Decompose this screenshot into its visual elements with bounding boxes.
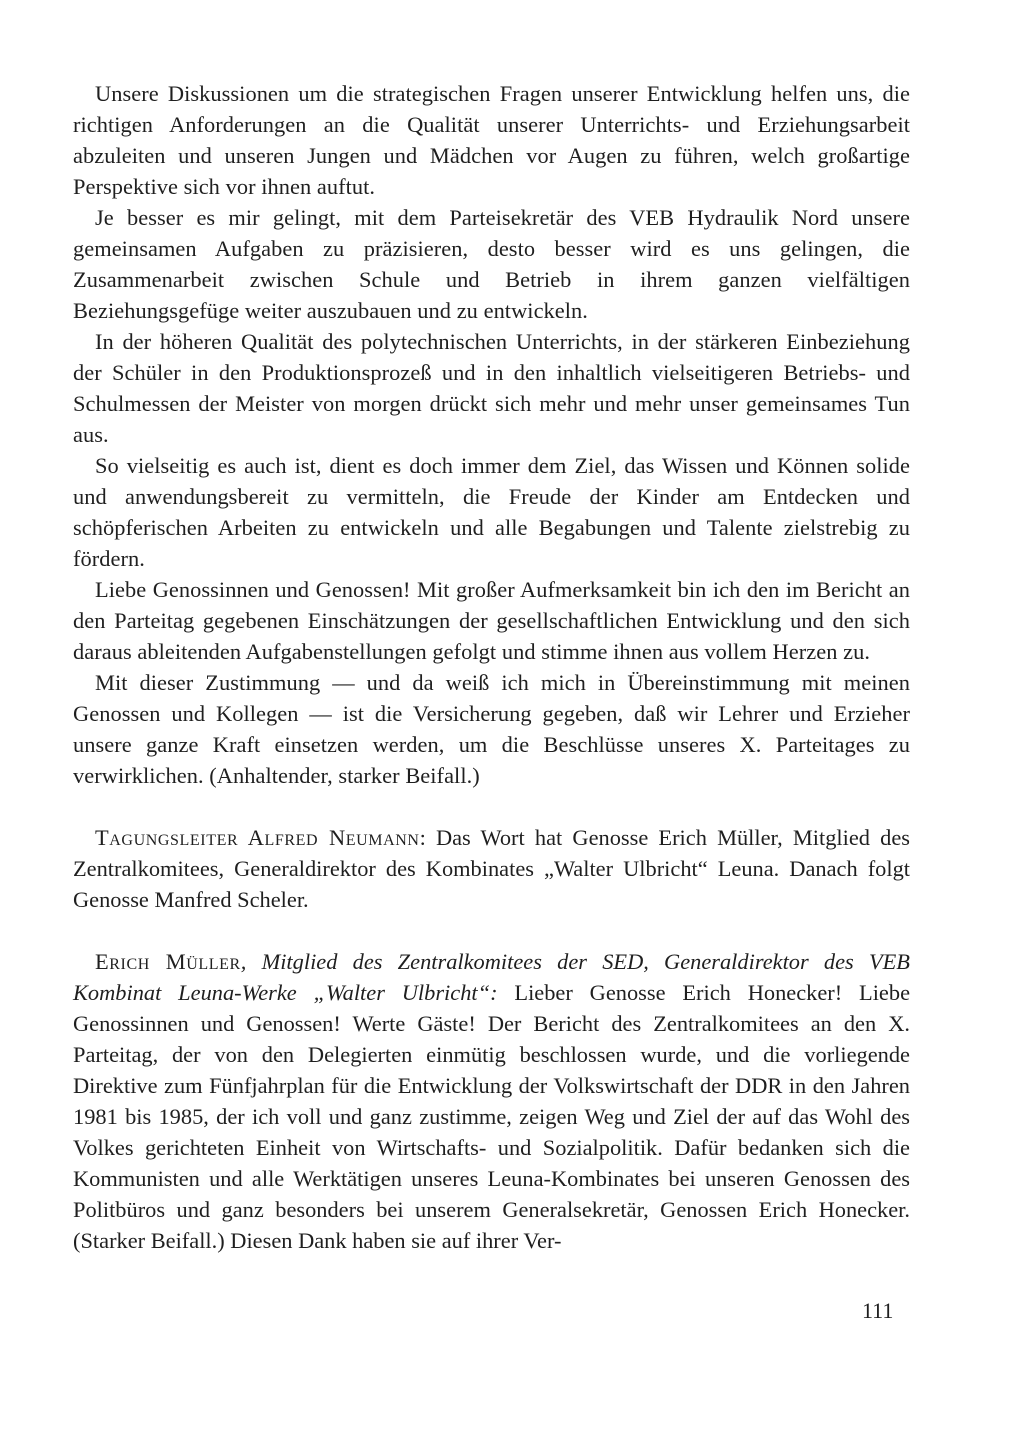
speech-speaker-name: Erich Müller xyxy=(95,949,241,974)
page-number: 111 xyxy=(862,1298,894,1323)
section-gap xyxy=(73,791,910,822)
speech-speaker-role: , Mitglied des Zentralkomitees der SED, Generaldirektor des VEB Kombinat Leuna-Werke „Walter Ulbricht“: xyxy=(73,949,910,1005)
chair-statement xyxy=(73,822,910,915)
chair-statement-text: : Das Wort hat Genosse Erich Müller, Mitglied des Zentralkomitees, Generaldirektor des Kombinates „Walter Ulbricht“ Leuna. Danach folgt Genosse Manfred Scheler. xyxy=(73,825,910,912)
paragraph-2: Je besser es mir gelingt, mit dem Parteisekretär des VEB Hydraulik Nord unsere gemeinsamen Aufgaben zu präzisieren, desto besser wird es uns gelingen, die Zusammenarbeit zwischen Schule und Betrieb in ihrem ganzen vielfältigen Beziehungsgefüge weiter auszubauen und zu entwickeln. xyxy=(73,205,910,323)
page-body xyxy=(73,78,910,1256)
paragraph-5: Liebe Genossinnen und Genossen! Mit großer Aufmerksamkeit bin ich den im Bericht an den Parteitag gegebenen Einschätzungen der gesellschaftlichen Entwicklung und den sich daraus ableitenden Aufgabenstellungen gefolgt und stimme ihnen aus vollem Herzen zu. xyxy=(73,577,910,664)
speech-text: Lieber Genosse Erich Honecker! Liebe Genossinnen und Genossen! Werte Gäste! Der Bericht des Zentralkomitees an den X. Parteitag, der von den Delegierten einmütig beschlossen wurde, und die vorliegende Direktive zum Fünfjahrplan für die Entwicklung der Volkswirtschaft der DDR in den Jahren 1981 bis 1985, der ich voll und ganz zustimme, zeigen Weg und Ziel der auf das Wohl des Volkes gerichteten Einheit von Wirtschafts- und Sozialpolitik. Dafür bedanken sich die Kommunisten und alle Werktätigen unseres Leuna-Kombinates bei unseren Genossen des Politbüros und ganz besonders bei unserem Generalsekretär, Genossen Erich Honecker. (Starker Beifall.) Diesen Dank haben sie auf ihrer Ver- xyxy=(73,980,911,1253)
paragraph-6: Mit dieser Zustimmung — und da weiß ich mich in Übereinstimmung mit meinen Genossen und Kollegen — ist die Versicherung gegeben, daß wir Lehrer und Erzieher unsere ganze Kraft einsetzen werden, um die Beschlüsse unseres X. Parteitages zu verwirklichen. (Anhaltender, starker Beifall.) xyxy=(73,670,910,788)
chair-speaker-name: Tagungsleiter Alfred Neumann xyxy=(95,825,420,850)
speech-opening xyxy=(73,946,910,1256)
paragraph-1: Unsere Diskussionen um die strategischen Fragen unserer Entwicklung helfen uns, die richtigen Anforderungen an die Qualität unserer Unterrichts- und Erziehungsarbeit abzuleiten und unseren Jungen und Mädchen vor Augen zu führen, welch großartige Perspektive sich vor ihnen auftut. xyxy=(73,81,910,199)
section-gap xyxy=(73,915,910,946)
paragraph-3: In der höheren Qualität des polytechnischen Unterrichts, in der stärkeren Einbeziehung der Schüler in den Produktionsprozeß und in den inhaltlich vielseitigeren Betriebs- und Schulmessen der Meister von morgen drückt sich mehr und mehr unser gemeinsames Tun aus. xyxy=(73,329,910,447)
paragraph-4: So vielseitig es auch ist, dient es doch immer dem Ziel, das Wissen und Können solide und anwendungsbereit zu vermitteln, die Freude der Kinder am Entdecken und schöpferischen Arbeiten zu entwickeln und alle Begabungen und Talente zielstrebig zu fördern. xyxy=(73,453,910,571)
